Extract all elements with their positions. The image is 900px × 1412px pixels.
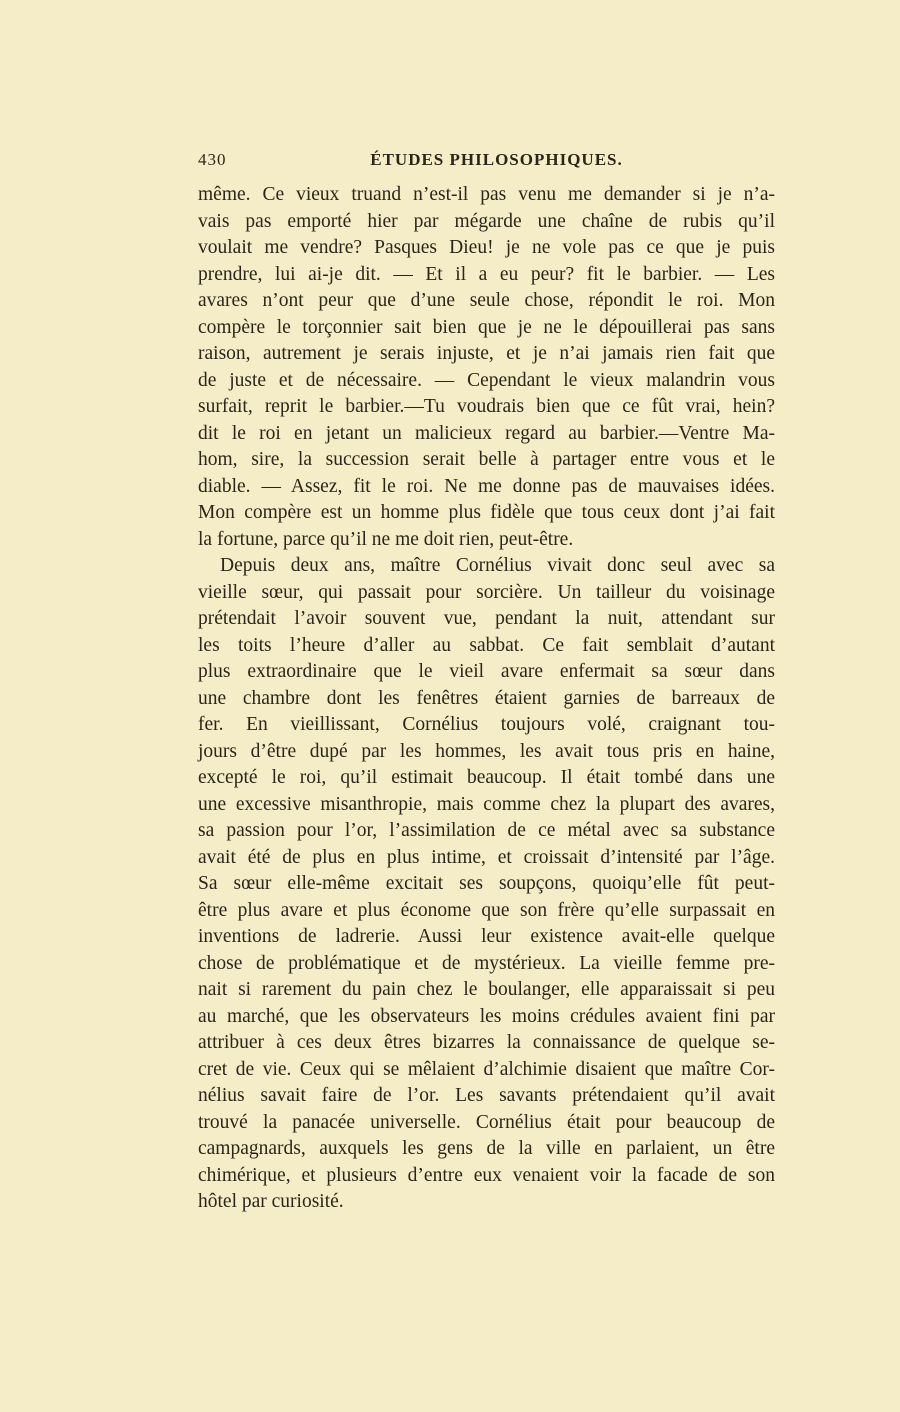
- text-line: jours d’être dupé par les hommes, les avait tous pris en haine,: [198, 740, 775, 762]
- text-line: cret de vie. Ceux qui se mêlaient d’alchimie disaient que maître Cor-: [198, 1058, 775, 1080]
- text-line: dit le roi en jetant un malicieux regard au barbier.—Ventre Ma-: [198, 422, 775, 444]
- text-line: surfait, reprit le barbier.—Tu voudrais bien que ce fût vrai, hein?: [198, 396, 775, 417]
- text-line: de juste et de nécessaire. — Cependant le vieux malandrin vous: [198, 369, 775, 391]
- text-line: Depuis deux ans, maître Cornélius vivait donc seul avec sa: [220, 555, 775, 576]
- text-line: hôtel par curiosité.: [198, 1191, 344, 1212]
- page-body-text: [198, 182, 775, 1216]
- text-line: fer. En vieillissant, Cornélius toujours volé, craignant tou-: [198, 714, 775, 735]
- text-line: chose de problématique et de mystérieux. La vieille femme pre-: [198, 952, 775, 974]
- text-line: campagnards, auxquels les gens de la ville en parlaient, un être: [198, 1138, 775, 1159]
- text-line: vais pas emporté hier par mégarde une chaîne de rubis qu’il: [198, 210, 775, 232]
- text-line: excepté le roi, qu’il estimait beaucoup. Il était tombé dans une: [198, 767, 775, 788]
- text-line: trouvé la panacée universelle. Cornélius était pour beaucoup de: [198, 1111, 775, 1133]
- text-line: attribuer à ces deux êtres bizarres la connaissance de quelque se-: [198, 1032, 775, 1053]
- text-line: nait si rarement du pain chez le boulanger, elle apparaissait si peu: [198, 979, 775, 1000]
- text-line: la fortune, parce qu’il ne me doit rien, peut-être.: [198, 528, 574, 550]
- text-line: Sa sœur elle-même excitait ses soupçons, quoiqu’elle fût peut-: [198, 873, 775, 894]
- running-header: [198, 150, 775, 176]
- text-line: raison, autrement je serais injuste, et je n’ai jamais rien fait que: [198, 343, 775, 364]
- running-title: ÉTUDES PHILOSOPHIQUES.: [370, 150, 623, 169]
- text-line: même. Ce vieux truand n’est-il pas venu me demander si je n’a-: [198, 184, 775, 205]
- text-line: Mon compère est un homme plus fidèle que tous ceux dont j’ai fait: [198, 502, 775, 523]
- text-line: les toits l’heure d’aller au sabbat. Ce fait semblait d’autant: [198, 634, 775, 656]
- text-line: voulait me vendre? Pasques Dieu! je ne vole pas ce que je puis: [198, 237, 775, 258]
- text-line: chimérique, et plusieurs d’entre eux venaient voir la facade de son: [198, 1164, 775, 1186]
- text-line: prendre, lui ai-je dit. — Et il a eu peur? fit le barbier. — Les: [198, 263, 775, 285]
- text-line: être plus avare et plus économe que son frère qu’elle surpassait en: [198, 899, 775, 921]
- text-line: plus extraordinaire que le vieil avare enfermait sa sœur dans: [198, 661, 775, 682]
- text-line: prétendait l’avoir souvent vue, pendant la nuit, attendant sur: [198, 608, 775, 629]
- text-line: une chambre dont les fenêtres étaient garnies de barreaux de: [198, 687, 775, 709]
- text-line: une excessive misanthropie, mais comme chez la plupart des avares,: [198, 793, 775, 815]
- text-line: vieille sœur, qui passait pour sorcière. Un tailleur du voisinage: [198, 581, 775, 603]
- text-line: inventions de ladrerie. Aussi leur existence avait-elle quelque: [198, 926, 775, 947]
- text-line: hom, sire, la succession serait belle à partager entre vous et le: [198, 449, 775, 470]
- text-line: compère le torçonnier sait bien que je ne le dépouillerai pas sans: [198, 316, 775, 338]
- text-line: au marché, que les observateurs les moins crédules avaient fini par: [198, 1005, 775, 1027]
- text-line: avait été de plus en plus intime, et croissait d’intensité par l’âge.: [198, 846, 775, 868]
- page-number: 430: [198, 150, 227, 169]
- text-line: sa passion pour l’or, l’assimilation de ce métal avec sa substance: [198, 820, 775, 841]
- text-line: diable. — Assez, fit le roi. Ne me donne pas de mauvaises idées.: [198, 475, 775, 497]
- text-line: nélius savait faire de l’or. Les savants prétendaient qu’il avait: [198, 1085, 775, 1106]
- text-line: avares n’ont peur que d’une seule chose, répondit le roi. Mon: [198, 290, 775, 311]
